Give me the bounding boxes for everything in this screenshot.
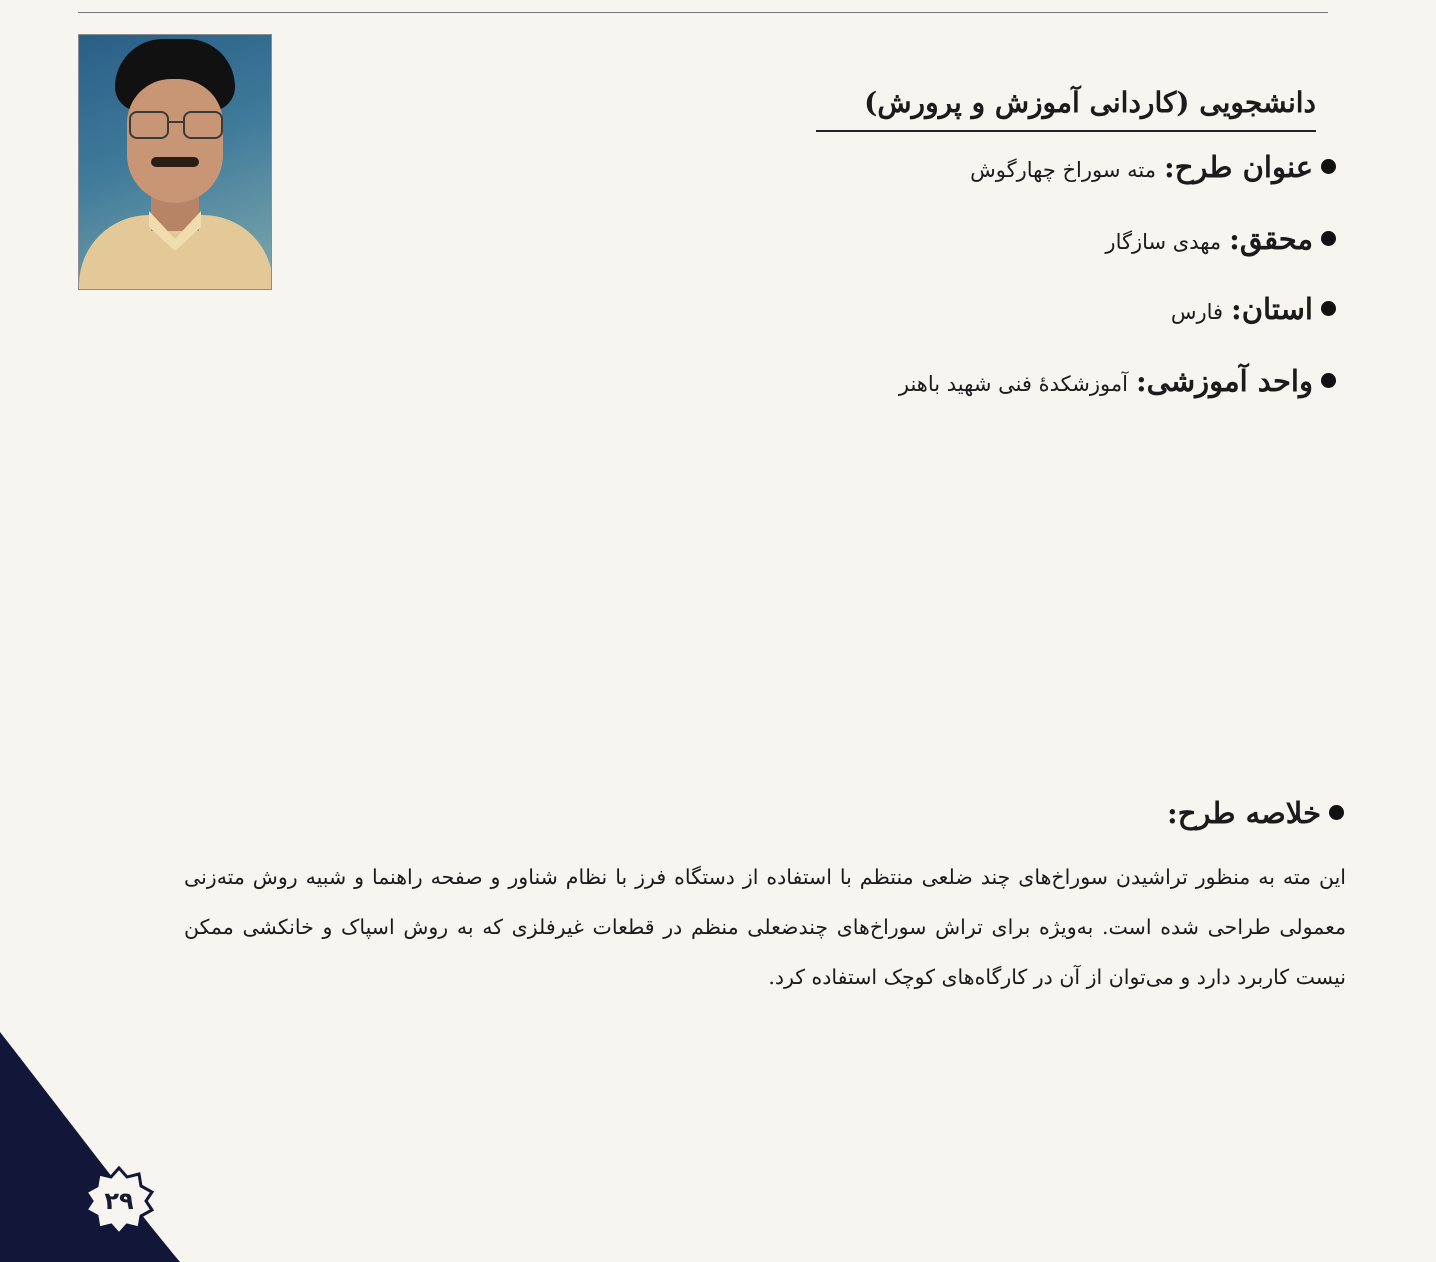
summary-heading (1167, 796, 1344, 830)
field-researcher (1105, 222, 1336, 256)
bullet-icon (1321, 373, 1336, 388)
page-number: ۲۹ (104, 1187, 134, 1215)
summary-text: این مته به منظور تراشیدن سوراخ‌های چند ضلعی منتظم با استفاده از دستگاه فرز با نظام شناور و صفحه راهنما و شبیه روش مته‌زنی معمولی طراحی شده است. به‌ویژه برای تراش سوراخ‌های چندضعلی منظم در قطعات غیرفلزی که به روش اسپاک و خانکشی ممکن نیست کاربرد دارد و می‌توان از آن در کارگاه‌های کوچک استفاده کرد. (184, 865, 1346, 989)
field-value: مته سوراخ چهارگوش (970, 158, 1156, 182)
field-value: مهدی سازگار (1105, 230, 1222, 254)
bullet-icon (1321, 231, 1336, 246)
field-educational-unit (899, 364, 1336, 398)
field-value: فارس (1170, 300, 1224, 324)
field-label: واحد آموزشی: (1135, 364, 1313, 398)
field-project-title (970, 150, 1336, 184)
heading-underline (816, 130, 1316, 132)
top-rule (78, 12, 1328, 13)
field-label: محقق: (1229, 222, 1313, 256)
bullet-icon (1321, 301, 1336, 316)
summary-label: خلاصه طرح: (1166, 796, 1321, 830)
field-label: عنوان طرح: (1164, 150, 1313, 184)
bullet-icon (1321, 159, 1336, 174)
field-value: آموزشکدۀ فنی شهید باهنر (898, 372, 1128, 396)
bullet-icon (1329, 805, 1344, 820)
field-label: استان: (1231, 292, 1313, 326)
section-heading: دانشجویی (کاردانی آموزش و پرورش) (864, 86, 1316, 119)
researcher-photo (78, 34, 272, 290)
field-province (1171, 292, 1336, 326)
